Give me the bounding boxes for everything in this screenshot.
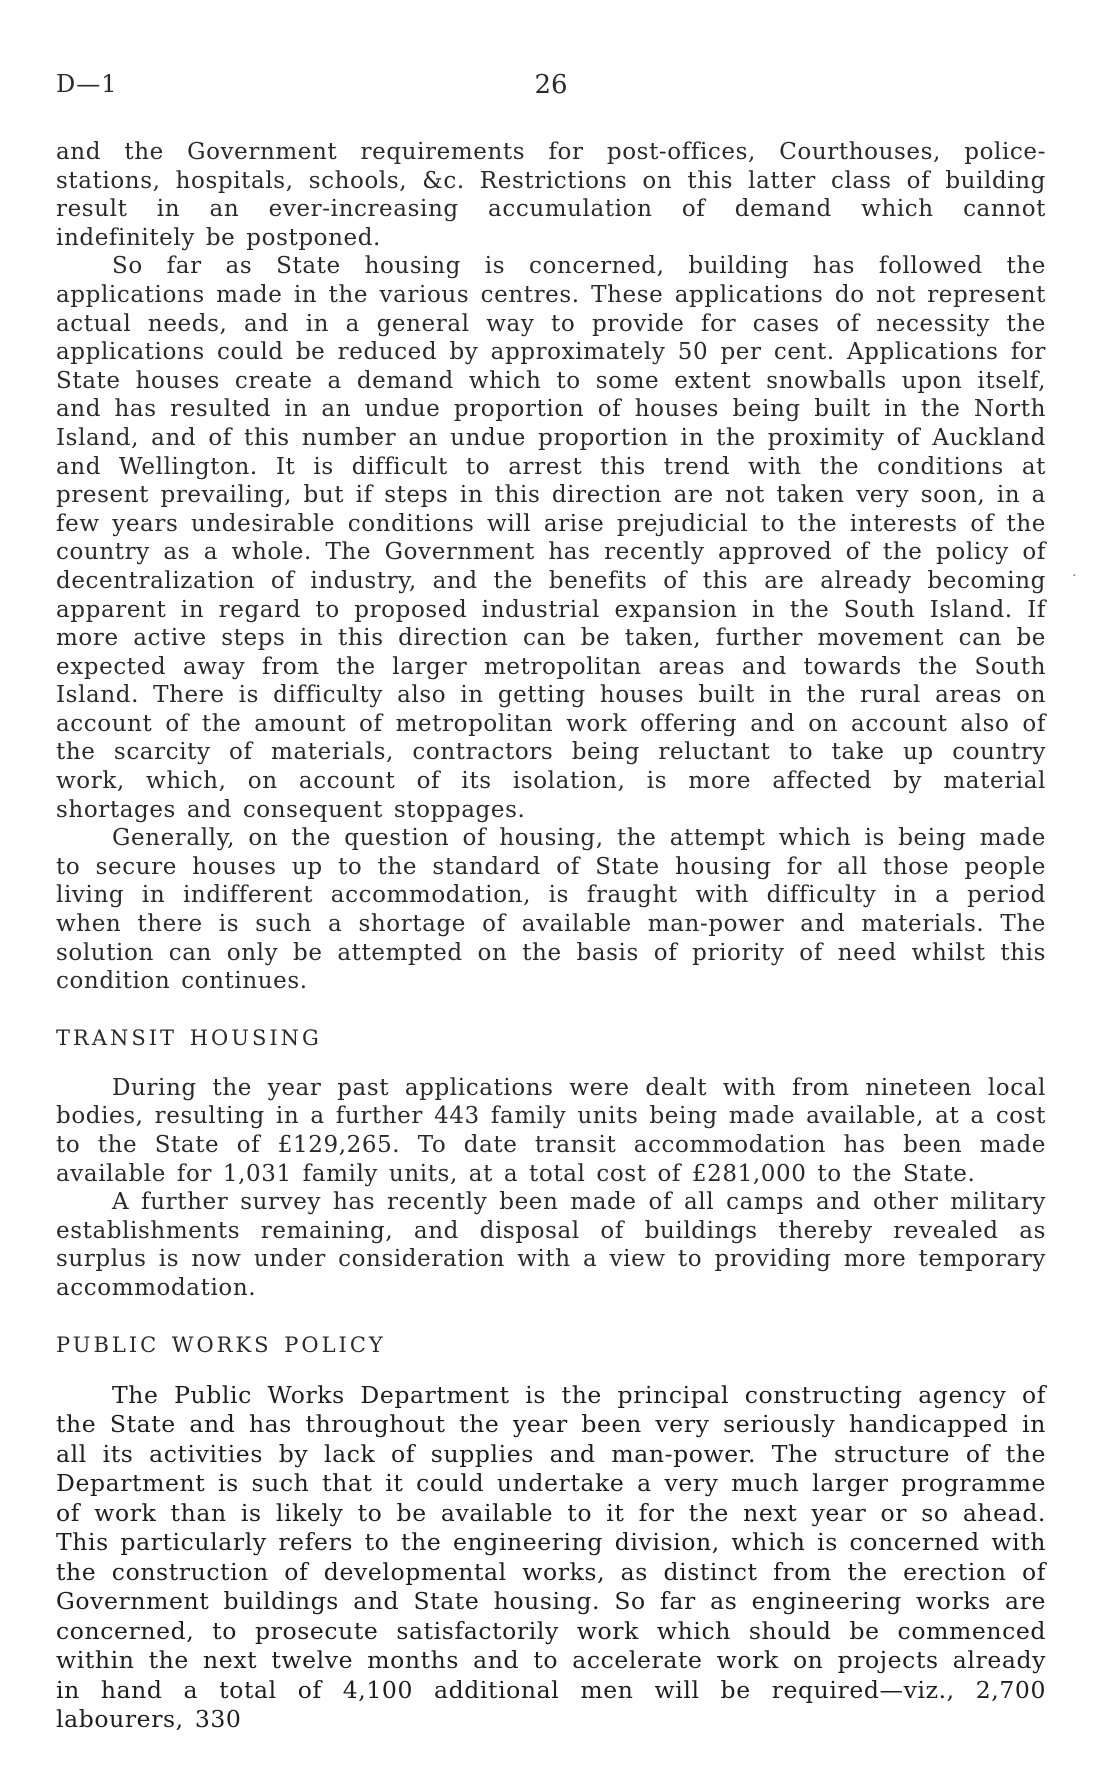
paragraph: A further survey has recently been made of all camps and other military establishments remaining, and disposal of buildings thereby revealed as surplus is now under consideration with a view to providing more temporary accommodation.	[56, 1189, 1046, 1301]
section-heading: TRANSIT HOUSING	[56, 1025, 322, 1050]
paragraph: So far as State housing is concerned, building has followed the applications made in the various centres. These applications do not represent actual needs, and in a general way to provide for cases of necessity the applications could be reduced by approximately 50 per cent. Applications for State houses create a demand which to some extent snowballs upon itself, and has resulted in an undue proportion of houses being built in the North Island, and of this number an undue proportion in the proximity of Auckland and Wellington. It is difficult to arrest this trend with the conditions at present prevailing, but if steps in this direction are not taken very soon, in a few years undesirable conditions will arise prejudicial to the interests of the country as a whole. The Government has recently approved of the policy of decentralization of industry, and the benefits of this are already becoming apparent in regard to proposed industrial expansion in the South Island. If more active steps in this direction can be taken, further movement can be expected away from the larger metropolitan areas and towards the South Island. There is difficulty also in getting houses built in the rural areas on account of the amount of metropolitan work offering and on account also of the scarcity of materials, contractors being reluctant to take up country work, which, on account of its isolation, is more affected by material shortages and consequent stoppages.	[56, 253, 1046, 823]
paragraph: During the year past applications were dealt with from nineteen local bodies, resulting in a further 443 family units being made available, at a cost to the State of £129,265. To date transit accommodation has been made available for 1,031 family units, at a total cost of £281,000 to the State.	[56, 1074, 1046, 1187]
margin-mark: ·	[1072, 568, 1077, 584]
section-transit-housing	[56, 1024, 1046, 1303]
paragraph: and the Government requirements for post-offices, Courthouses, police-stations, hospitals, schools, &c. Restrictions on this latter class of building result in an ever-increasing accumulation of demand which cannot indefinitely be postponed.	[56, 139, 1046, 251]
page-header	[56, 70, 1046, 110]
page-number: 26	[534, 70, 568, 100]
page-body	[56, 138, 1046, 1735]
paragraph: Generally, on the question of housing, the attempt which is being made to secure houses up to the standard of State housing for all those people living in indifferent accommodation, is fraught with difficulty in a period when there is such a shortage of available man-power and materials. The solution can only be attempted on the basis of priority of need whilst this condition continues.	[56, 825, 1046, 995]
section-housing-intro	[56, 138, 1046, 996]
paragraph: The Public Works Department is the principal constructing agency of the State and has throughout the year been very seriously handicapped in all its activities by lack of supplies and man-power. The structure of the Department is such that it could undertake a very much larger programme of work than is likely to be available to it for the next year or so ahead. This particularly refers to the engineering division, which is concerned with the construction of developmental works, as distinct from the erection of Government buildings and State housing. So far as engineering works are concerned, to prosecute satisfactorily work which should be commenced within the next twelve months and to accelerate work on projects already in hand a total of 4,100 additional men will be required—viz., 2,700 labourers, 330	[56, 1380, 1046, 1734]
section-public-works-policy	[56, 1331, 1046, 1735]
document-code: D—1	[56, 70, 118, 98]
section-heading: PUBLIC WORKS POLICY	[56, 1332, 386, 1357]
